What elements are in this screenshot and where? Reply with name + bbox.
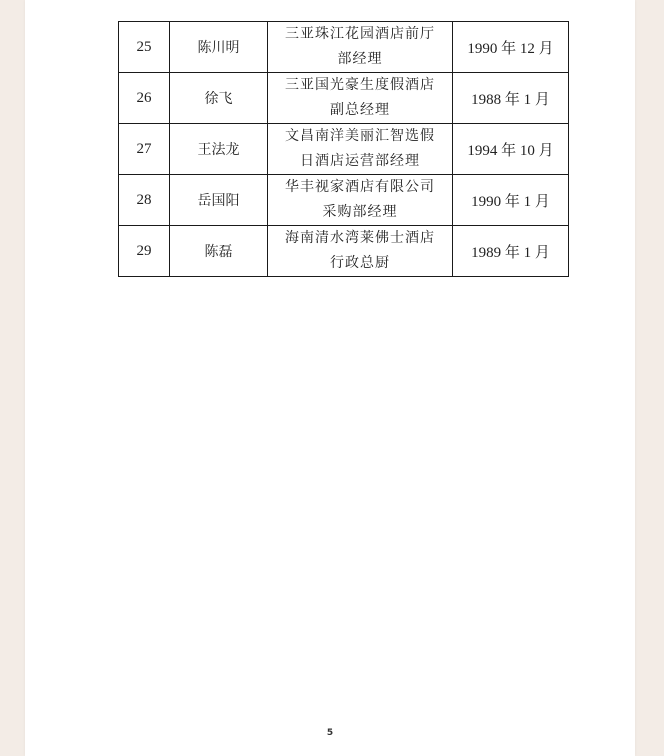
date: 1988 年 1 月 [453, 73, 569, 124]
work-unit [268, 73, 453, 124]
work-unit-line2: 日酒店运营部经理 [300, 153, 420, 169]
personnel-table [118, 21, 569, 277]
table-row [119, 226, 569, 277]
work-unit-line1: 文昌南洋美丽汇智选假 [285, 128, 435, 144]
row-number: 25 [119, 22, 170, 73]
work-unit-line2: 副总经理 [330, 102, 390, 118]
work-unit-line1: 海南清水湾莱佛士酒店 [285, 230, 435, 246]
work-unit-line1: 华丰视家酒店有限公司 [285, 179, 435, 195]
work-unit-line2: 采购部经理 [322, 204, 398, 220]
page-number: 5 [326, 728, 334, 738]
table-row [119, 22, 569, 73]
date: 1990 年 12 月 [453, 22, 569, 73]
work-unit-line1: 三亚珠江花园酒店前厅 [285, 26, 435, 42]
date: 1994 年 10 月 [453, 124, 569, 175]
row-number: 29 [119, 226, 170, 277]
work-unit-line2: 部经理 [337, 51, 383, 67]
person-name: 陈磊 [170, 226, 268, 277]
date: 1990 年 1 月 [453, 175, 569, 226]
work-unit [268, 124, 453, 175]
work-unit-line2: 行政总厨 [330, 255, 390, 271]
table-row [119, 124, 569, 175]
row-number: 26 [119, 73, 170, 124]
work-unit [268, 175, 453, 226]
work-unit [268, 226, 453, 277]
work-unit-line1: 三亚国光豪生度假酒店 [285, 77, 435, 93]
work-unit [268, 22, 453, 73]
row-number: 28 [119, 175, 170, 226]
person-name: 王法龙 [170, 124, 268, 175]
table-row [119, 175, 569, 226]
document-page [25, 0, 635, 756]
row-number: 27 [119, 124, 170, 175]
person-name: 陈川明 [170, 22, 268, 73]
person-name: 徐飞 [170, 73, 268, 124]
person-name: 岳国阳 [170, 175, 268, 226]
table-row [119, 73, 569, 124]
date: 1989 年 1 月 [453, 226, 569, 277]
